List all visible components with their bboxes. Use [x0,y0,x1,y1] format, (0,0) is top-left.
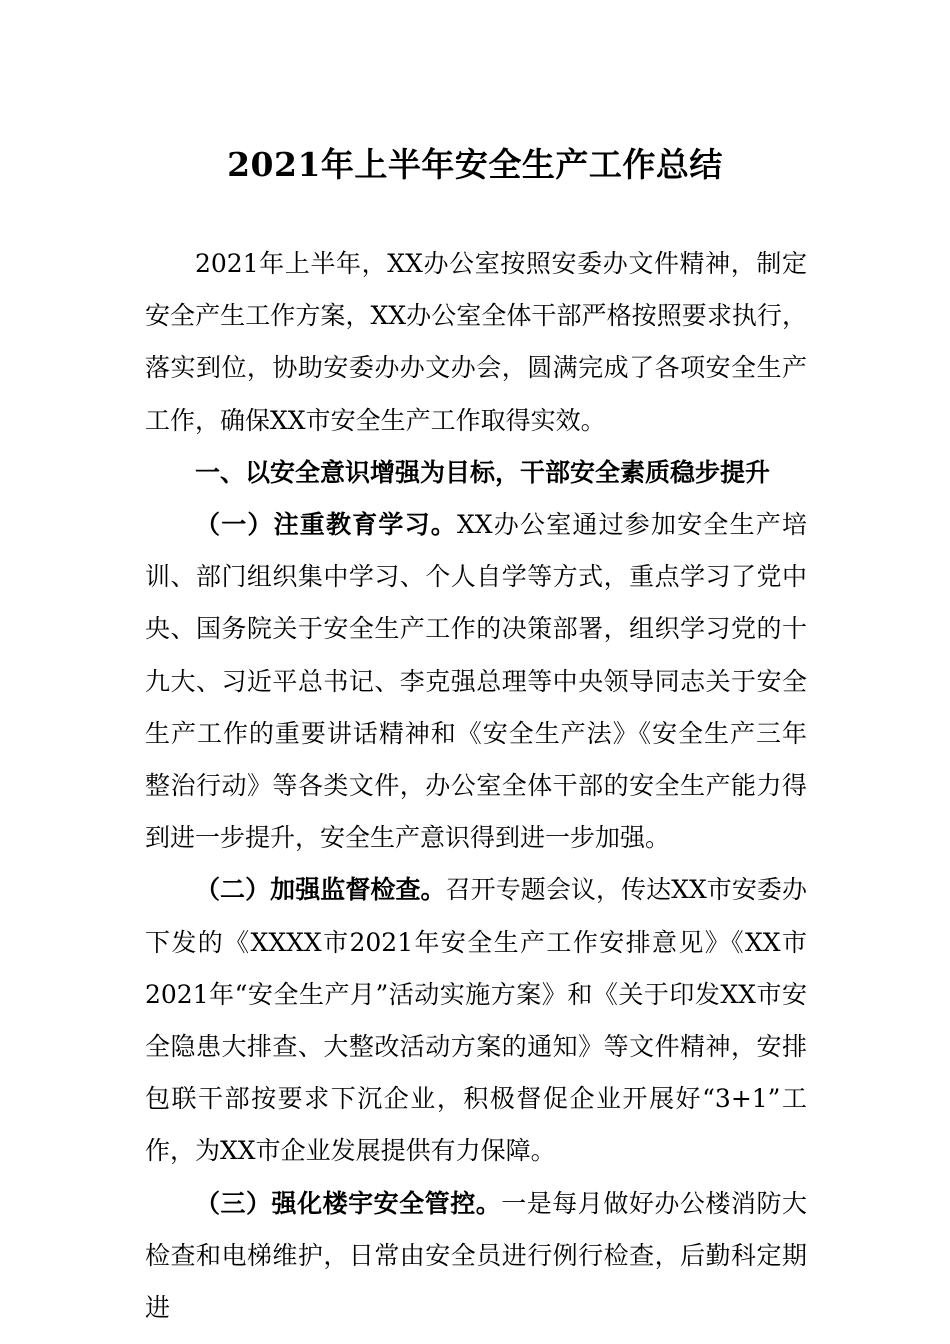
document-title: 2021年上半年安全生产工作总结 [227,145,723,184]
item-1-lead: （一）注重教育学习。 [195,510,457,540]
section-heading-1: 一、以安全意识增强为目标，干部安全素质稳步提升 [195,457,771,487]
item-paragraph-2 [145,864,807,1177]
document-body [145,238,807,1334]
item-3-text: 一是每月做好办公楼消防大检查和电梯维护，日常由安全员进行例行检查，后勤科定期进 [145,1188,807,1323]
item-paragraph-1 [145,499,807,864]
item-2-lead: （二）加强监督检查。 [195,875,446,905]
intro-paragraph: 2021年上半年，XX办公室按照安委办文件精神，制定安全产生工作方案，XX办公室全体干部严格按照要求执行，落实到位，协助安委办办文办会，圆满完成了各项安全生产工作，确保XX市安全生产工作取得实效。 [145,249,807,435]
item-1-text: XX办公室通过参加安全生产培训、部门组织集中学习、个人自学等方式，重点学习了党中央、国务院关于安全生产工作的决策部署，组织学习党的十九大、习近平总书记、李克强总理等中央领导同志关于安全生产工作的重要讲话精神和《安全生产法》《安全生产三年整治行动》等各类文件，办公室全体干部的安全生产能力得到进一步提升，安全生产意识得到进一步加强。 [145,510,807,853]
item-3-lead: （三）强化楼宇安全管控。 [195,1188,502,1218]
item-paragraph-3 [145,1178,807,1335]
item-2-text: 召开专题会议，传达XX市安委办下发的《XXXX市2021年安全生产工作安排意见》《XX市2021年“安全生产月”活动实施方案》和《关于印发XX市安全隐患大排查、大整改活动方案的通知》等文件精神，安排包联干部按要求下沉企业，积极督促企业开展好“3+1”工作，为XX市企业发展提供有力保障。 [145,875,807,1166]
